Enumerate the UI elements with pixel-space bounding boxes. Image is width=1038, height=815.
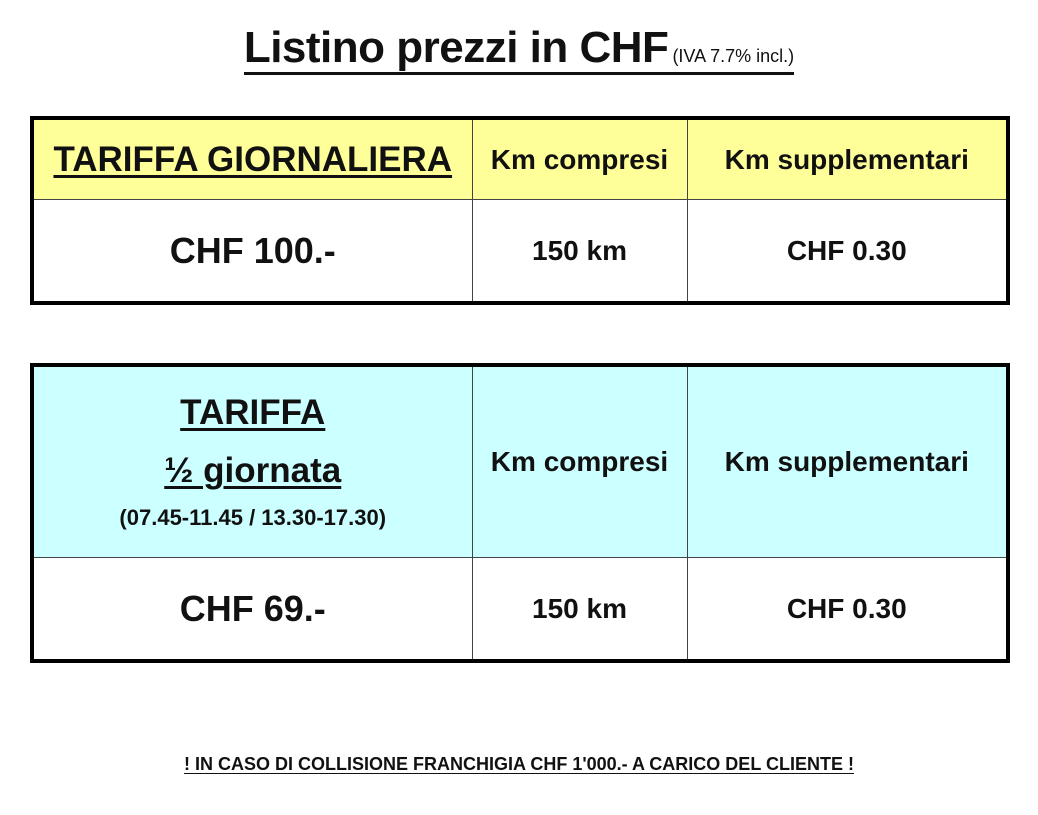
- daily-rate-table: [30, 116, 1010, 305]
- daily-header-km-included-cell: [472, 118, 687, 200]
- collision-deductible-notice: ! IN CASO DI COLLISIONE FRANCHIGIA CHF 1'000.- A CARICO DEL CLIENTE !: [184, 754, 854, 774]
- half-day-header-km-extra-cell: [687, 365, 1008, 558]
- daily-header-label-cell: [32, 118, 472, 200]
- half-day-header-km-included-cell: [472, 365, 687, 558]
- title-block: [0, 23, 1038, 75]
- daily-km-included-cell: [472, 200, 687, 304]
- half-day-price-cell: [32, 558, 472, 662]
- half-day-km-extra-cell: [687, 558, 1008, 662]
- half-day-km-included-cell: [472, 558, 687, 662]
- daily-price: CHF 100.-: [169, 229, 336, 271]
- daily-header-km-extra-cell: [687, 118, 1008, 200]
- half-day-km-extra-header: Km supplementari: [724, 446, 969, 477]
- daily-km-extra-cell: [687, 200, 1008, 304]
- half-day-header-row: [32, 365, 1008, 558]
- half-day-rate-table: [30, 363, 1010, 663]
- daily-km-extra-header: Km supplementari: [724, 143, 969, 175]
- half-day-label-line2: ½ giornata: [164, 451, 342, 490]
- title-main: Listino prezzi in CHF: [243, 23, 669, 72]
- half-day-km-included-header: Km compresi: [490, 446, 669, 477]
- daily-price-row: [32, 200, 1008, 304]
- half-day-label-line1: TARIFFA: [180, 393, 326, 432]
- half-day-price: CHF 69.-: [179, 587, 326, 629]
- half-day-price-row: [32, 558, 1008, 662]
- title-vat-note: (IVA 7.7% incl.): [672, 46, 795, 66]
- page-title: [243, 23, 795, 75]
- half-day-header-label-cell: [32, 365, 472, 558]
- half-day-hours: (07.45-11.45 / 13.30-17.30): [119, 505, 387, 530]
- half-day-km-included: 150 km: [532, 592, 627, 624]
- daily-price-cell: [32, 200, 472, 304]
- daily-rate-label: TARIFFA GIORNALIERA: [53, 139, 453, 179]
- half-day-km-extra: CHF 0.30: [786, 592, 907, 624]
- daily-km-included: 150 km: [532, 234, 627, 266]
- daily-header-row: [32, 118, 1008, 200]
- daily-km-included-header: Km compresi: [490, 143, 669, 175]
- daily-km-extra: CHF 0.30: [786, 234, 907, 266]
